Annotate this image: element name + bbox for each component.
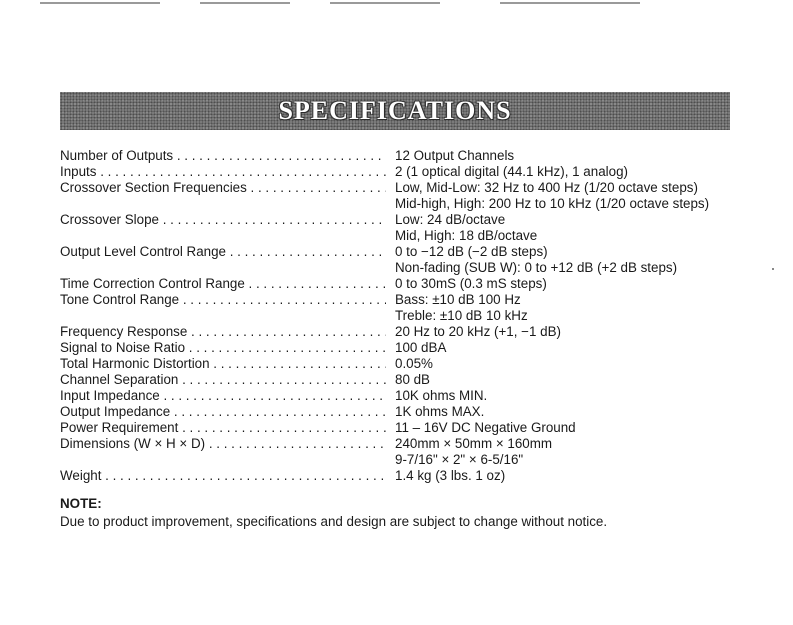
spec-value: 11 – 16V DC Negative Ground [395,420,576,435]
spec-row [60,436,750,468]
spec-label: Total Harmonic Distortion . . . [60,356,386,372]
spec-row [60,404,750,420]
spec-values [386,468,750,484]
spec-row [60,212,750,244]
title-banner [60,92,730,130]
scan-edge-mark [40,2,160,4]
spec-value: 9-7/16" × 2" × 6-5/16" [395,452,524,467]
spec-row [60,148,750,164]
spec-values [386,356,750,372]
spec-value: 0 to −12 dB (−2 dB steps) [395,244,548,259]
spec-values [386,388,750,404]
spec-label: Channel Separation . . . [60,372,386,388]
spec-label: Crossover Section Frequencies . . . [60,180,386,212]
spec-value: 0 to 30mS (0.3 mS steps) [395,276,547,291]
spec-value: 1.4 kg (3 lbs. 1 oz) [395,468,506,483]
spec-value: 10K ohms MIN. [395,388,488,403]
spec-values [386,148,750,164]
spec-label: Time Correction Control Range . . . [60,276,386,292]
spec-value: Treble: ±10 dB 10 kHz [395,308,528,323]
spec-value: Low, Mid-Low: 32 Hz to 400 Hz (1/20 octave steps) [395,180,698,195]
spec-values [386,276,750,292]
spec-label: Power Requirement . . . [60,420,386,436]
spec-value: Low: 24 dB/octave [395,212,506,227]
spec-label: Input Impedance . . . [60,388,386,404]
spec-row [60,356,750,372]
scan-edge-mark [500,2,640,4]
spec-values [386,324,750,340]
spec-row [60,180,750,212]
spec-value: 100 dBA [395,340,447,355]
spec-label: Inputs . . . [60,164,386,180]
spec-values [386,244,750,276]
spec-row [60,324,750,340]
spec-row [60,372,750,388]
spec-values [386,212,750,244]
note-text: Due to product improvement, specifications and design are subject to change without notice. [60,514,608,529]
spec-value: 2 (1 optical digital (44.1 kHz), 1 analog) [395,164,628,179]
spec-label: Weight . . . [60,468,386,484]
spec-label: Signal to Noise Ratio . . . [60,340,386,356]
spec-value: 1K ohms MAX. [395,404,485,419]
spec-values [386,340,750,356]
spec-values [386,180,750,212]
spec-row [60,468,750,484]
scan-edge-mark [200,2,290,4]
spec-value: 80 dB [395,372,430,387]
spec-label: Output Level Control Range . . . [60,244,386,276]
note-heading: NOTE: [60,496,102,511]
spec-label: Output Impedance . . . [60,404,386,420]
spec-label: Crossover Slope . . . [60,212,386,244]
spec-value: 20 Hz to 20 kHz (+1, −1 dB) [395,324,561,339]
spec-label: Frequency Response . . . [60,324,386,340]
spec-row [60,276,750,292]
spec-values [386,164,750,180]
spec-value: Mid, High: 18 dB/octave [395,228,538,243]
spec-value: Mid-high, High: 200 Hz to 10 kHz (1/20 octave steps) [395,196,710,211]
spec-label: Number of Outputs . . . [60,148,386,164]
spec-row [60,420,750,436]
spec-row [60,292,750,324]
spec-row [60,244,750,276]
spec-values [386,404,750,420]
spec-value: 240mm × 50mm × 160mm [395,436,553,451]
specifications-table [60,148,750,484]
spec-value: Non-fading (SUB W): 0 to +12 dB (+2 dB steps) [395,260,678,275]
spec-value: Bass: ±10 dB 100 Hz [395,292,521,307]
spec-row [60,340,750,356]
spec-values [386,436,750,468]
spec-value: 12 Output Channels [395,148,515,163]
spec-row [60,388,750,404]
spec-values [386,292,750,324]
spec-label: Tone Control Range . . . [60,292,386,324]
spec-value: 0.05% [395,356,433,371]
scan-speck [772,268,774,270]
spec-row [60,164,750,180]
spec-values [386,372,750,388]
spec-label: Dimensions (W × H × D) . . . [60,436,386,468]
page-title: SPECIFICATIONS [278,96,512,125]
scan-edge-mark [330,2,440,4]
spec-values [386,420,750,436]
